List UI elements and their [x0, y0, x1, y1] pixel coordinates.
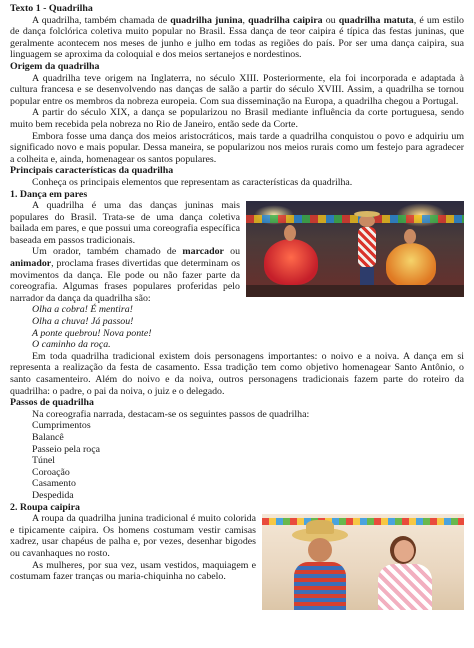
list-item: Cumprimentos [32, 420, 91, 432]
section-heading-passos: Passos de quadrilha [10, 397, 94, 409]
danca-paragraph-3: Em toda quadrilha tradicional existem dois personagens importantes: o noivo e a noiva. A dança em si representa a realização da festa de casamento. Essa tradição tem como objetivo homenagear Santo Antônio, o santo casamenteiro. Além do noivo e da noiva, outros personagens tradicionais fazem parte do roteiro da quadrilha: o padre, o pai da noiva, o juiz e o delegado. [10, 350, 464, 397]
quote-line: A ponte quebrou! Nova ponte! [32, 327, 152, 339]
caipira-couple-photo [262, 514, 464, 610]
origem-paragraph-3: Embora fosse uma dança dos meios aristocráticos, mais tarde a quadrilha conquistou o povo e adquiriu um significado novo e mais popular. Dessa maneira, se popularizou nos meios rurais como um festejo para agradecer a colheita e, ainda, homenagear os santos populares. [10, 130, 464, 165]
narrator-quotes [10, 304, 464, 350]
list-item: Coroação [32, 466, 70, 478]
list-item: Despedida [32, 489, 74, 501]
danca-paragraph-2: Um orador, também chamado de marcador ou animador, proclama frases divertidas que determinam os movimentos da dança. Ele pode ou não fazer parte da coreografia. Algumas frases populares proferidas pelo narrador da dança da quadrilha são: [10, 246, 241, 304]
danca-paragraph-1: A quadrilha é uma das danças juninas mais populares do Brasil. Trata-se de uma dança coletiva bailada em pares, e que possui uma coreografia específica baseada em passos tradicionais. [10, 200, 240, 246]
document-title: Texto 1 - Quadrilha [10, 3, 93, 14]
roupa-paragraph-2: As mulheres, por sua vez, usam vestidos, maquiagem e costumam fazer tranças ou maria-chiquinha no cabelo. [10, 559, 256, 583]
section-heading-origem: Origem da quadrilha [10, 60, 100, 72]
passos-intro: Na coreografia narrada, destacam-se os seguintes passos de quadrilha: [32, 408, 310, 420]
quote-line: Olha a cobra! É mentira! [32, 304, 133, 316]
roupa-paragraph-1: A roupa da quadrilha junina tradicional é muito colorida e tipicamente caipira. Os homens costumam vestir camisas xadrez, usar chapéus de palha e, por vezes, desenhar bigodes ou cavanhaques no rosto. [10, 513, 256, 559]
origem-paragraph-1: A quadrilha teve origem na Inglaterra, no século XIII. Posteriormente, ela foi incorporada e adaptada à cultura francesa e se desenvolvendo nas danças de salão a partir do século XVIII. Assim, a quadrilha se tornou popular entre os membros da nobreza europeia. Com sua disseminação na Europa, a quadrilha chegou a Portugal. [10, 72, 464, 107]
quadrilha-dancers-photo [246, 201, 464, 297]
section-heading-danca: 1. Dança em pares [10, 188, 88, 200]
quote-line: O caminho da roça. [32, 339, 111, 351]
list-item: Casamento [32, 478, 76, 490]
principais-paragraph: Conheça os principais elementos que representam as características da quadrilha. [32, 176, 353, 188]
section-heading-roupa: 2. Roupa caipira [10, 501, 80, 513]
list-item: Passeio pela roça [32, 443, 101, 455]
section-heading-principais: Principais características da quadrilha [10, 165, 174, 177]
list-item: Balancê [32, 431, 64, 443]
quote-line: Olha a chuva! Já passou! [32, 316, 134, 328]
origem-paragraph-2: A partir do século XIX, a dança se popularizou no Brasil mediante influência da corte portuguesa, sendo muito bem recebida pela nobreza no Rio de Janeiro, então sede da Corte. [10, 107, 464, 130]
passos-list [10, 420, 464, 501]
list-item: Túnel [32, 455, 56, 467]
intro-paragraph: A quadrilha, também chamada de quadrilha junina, quadrilha caipira ou quadrilha matuta, é um estilo de dança folclórica coletiva muito popular no Brasil. Essa dança de teor caipira é típica das festas juninas, que geralmente acontecem nos meses de junho e julho em todas as regiões do país. Por ser uma dança caipira, sua linguagem se aproxima da coloquial e dos meios sertanejos e nordestinos. [10, 14, 464, 61]
